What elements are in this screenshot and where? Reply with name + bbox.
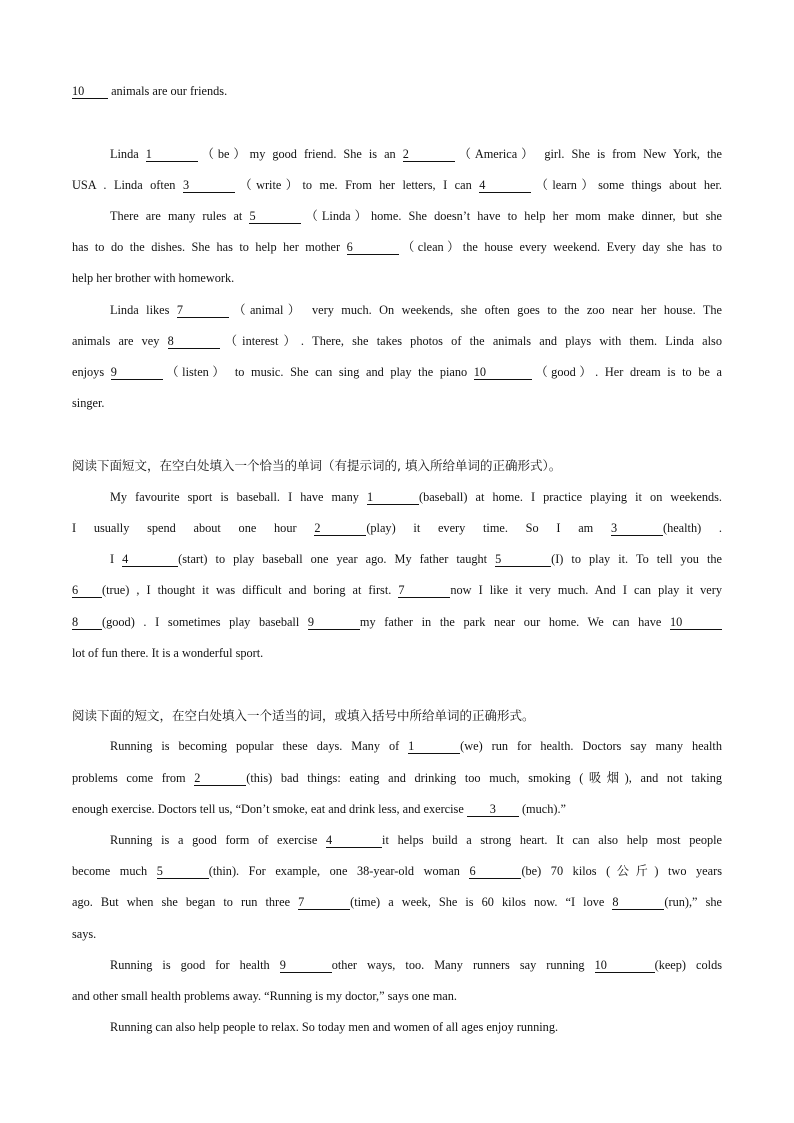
answer-blank[interactable]: 8 xyxy=(168,334,220,349)
answer-blank[interactable]: 9 xyxy=(308,615,360,630)
answer-blank[interactable]: 9 xyxy=(280,958,332,973)
passage1-line: help her brother with homework. xyxy=(72,271,235,285)
answer-blank[interactable]: 10 xyxy=(595,958,655,973)
line-text: animals are our friends. xyxy=(111,84,228,98)
passage2-line: I 4 (start) to play baseball one year ago. My father taught 5 (I) to play it. To tell you the xyxy=(110,552,723,566)
answer-blank[interactable]: 2 xyxy=(314,521,366,536)
passage2-line: 6 (true) , I thought it was difficult and boring at first. 7 now I like it very much. And I can play it very xyxy=(72,583,722,597)
answer-blank[interactable]: 7 xyxy=(298,895,350,910)
answer-blank[interactable]: 6 xyxy=(469,864,521,879)
passage1-line: There are many rules at 5 （Linda）home. She doesn’t have to help her mom make dinner, but she xyxy=(110,209,723,223)
answer-blank[interactable]: 7 xyxy=(177,303,229,318)
answer-blank[interactable]: 7 xyxy=(398,583,450,598)
answer-blank[interactable]: 8 xyxy=(72,615,102,630)
answer-blank[interactable]: 1 xyxy=(408,739,460,754)
answer-blank[interactable]: 10 xyxy=(72,84,108,99)
passage2-line: lot of fun there. It is a wonderful sport. xyxy=(72,646,264,660)
answer-blank[interactable]: 3 xyxy=(183,178,235,193)
passage3-line: ago. But when she began to run three 7 (time) a week, She is 60 kilos now. “I love 8 (run),” she xyxy=(72,895,722,909)
passage1-line: singer. xyxy=(72,396,105,410)
passage3-line: and other small health problems away. “Running is my doctor,” says one man. xyxy=(72,989,457,1003)
passage3-line: become much 5 (thin). For example, one 38-year-old woman 6 (be) 70 kilos (公斤) two years xyxy=(72,864,722,878)
answer-blank[interactable]: 6 xyxy=(347,240,399,255)
passage3-line: Running is good for health 9 other ways, too. Many runners say running 10 (keep) colds xyxy=(110,958,723,972)
answer-blank[interactable]: 5 xyxy=(249,209,301,224)
answer-blank[interactable]: 3 xyxy=(611,521,663,536)
passage1-line: Linda 1 （be）my good friend. She is an 2 （America） girl. She is from New York, the xyxy=(110,147,722,161)
answer-blank[interactable]: 1 xyxy=(367,490,419,505)
passage1-line: animals are vey 8 （interest）. There, she takes photos of the animals and plays with them. Linda also xyxy=(72,334,722,348)
answer-blank[interactable]: 4 xyxy=(122,552,178,567)
passage3-line: Running is a good form of exercise 4 it helps build a strong heart. It can also help most people xyxy=(110,833,723,847)
answer-blank[interactable]: 3 xyxy=(467,802,519,817)
answer-blank[interactable]: 2 xyxy=(194,771,246,786)
passage3-line: problems come from 2 (this) bad things: eating and drinking too much, smoking (吸烟), and not taking xyxy=(72,771,722,785)
passage2-heading: 阅读下面短文，在空白处填入一个恰当的单词（有提示词的, 填入所给单词的正确形式）。 xyxy=(72,458,562,473)
passage3-line: enough exercise. Doctors tell us, “Don’t smoke, eat and drink less, and exercise 3 (much).” xyxy=(72,802,566,816)
passage2-line: I usually spend about one hour 2 (play) it every time. So I am 3 (health) . xyxy=(72,521,723,535)
answer-blank[interactable]: 9 xyxy=(111,365,163,380)
passage3-line: Running is becoming popular these days. Many of 1 (we) run for health. Doctors say many health xyxy=(110,739,723,753)
answer-blank[interactable]: 8 xyxy=(612,895,664,910)
passage2-line: 8 (good) . I sometimes play baseball 9 my father in the park near our home. We can have 10 xyxy=(72,607,722,638)
passage3-line: Running can also help people to relax. So today men and women of all ages enjoy running. xyxy=(110,1020,559,1034)
answer-blank[interactable]: 4 xyxy=(479,178,531,193)
passage1-line: USA . Linda often 3 （write）to me. From her letters, I can 4 （learn）some things about her. xyxy=(72,178,722,192)
text-line xyxy=(72,76,722,107)
answer-blank[interactable]: 4 xyxy=(326,833,382,848)
answer-blank[interactable]: 5 xyxy=(495,552,551,567)
passage3-heading: 阅读下面的短文，在空白处填入一个适当的词，或填入括号中所给单词的正确形式。 xyxy=(72,708,535,723)
passage1-line: enjoys 9 （listen） to music. She can sing and play the piano 10 （good）. Her dream is to be a xyxy=(72,365,723,379)
passage1-line: Linda likes 7 （animal） very much. On weekends, she often goes to the zoo near her house. The xyxy=(110,303,723,317)
answer-blank[interactable]: 10 xyxy=(670,615,722,630)
passage3-line: says. xyxy=(72,927,97,941)
answer-blank[interactable]: 2 xyxy=(403,147,455,162)
answer-blank[interactable]: 1 xyxy=(146,147,198,162)
answer-blank[interactable]: 5 xyxy=(157,864,209,879)
answer-blank[interactable]: 10 xyxy=(474,365,532,380)
passage2-line: My favourite sport is baseball. I have many 1 (baseball) at home. I practice playing it on weekends. xyxy=(110,490,722,504)
passage1-line: has to do the dishes. She has to help her mother 6 （clean）the house every weekend. Every day she has to xyxy=(72,240,722,254)
answer-blank[interactable]: 6 xyxy=(72,583,102,598)
